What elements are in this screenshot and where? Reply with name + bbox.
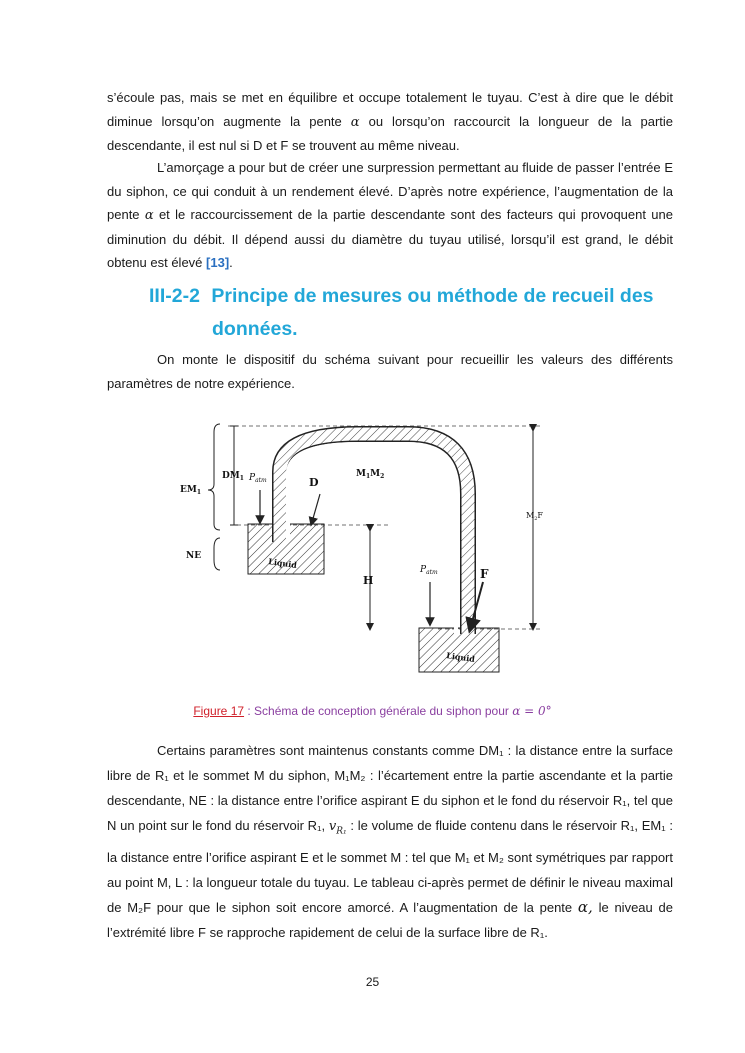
label-h: H <box>363 574 374 587</box>
siphon-figure <box>180 412 548 682</box>
alpha-symbol: α <box>144 208 154 223</box>
label-patm-right: $P_{atm}$ <box>420 565 438 576</box>
label-d: D <box>309 476 319 489</box>
label-dm1: $DM_1$ <box>222 471 244 482</box>
v-r1-symbol: $v_{R_1}$ <box>328 819 347 837</box>
label-f: F <box>480 567 489 581</box>
section-heading <box>149 280 679 346</box>
label-patm-left: $P_{atm}$ <box>249 473 267 484</box>
paragraph-3: On monte le dispositif du schéma suivant pour recueillir les valeurs des différents paramètres de notre expérience. <box>107 352 673 391</box>
alpha-symbol: α, <box>577 897 593 916</box>
label-ne: NE <box>186 551 202 561</box>
label-em1: $EM_1$ <box>180 485 202 496</box>
section-title-line2: données. <box>212 318 298 340</box>
paragraph-2: L’amorçage a pour but de créer une surpression permettant au fluide de passer l’entrée E du siphon, ce qui conduit à un rendement élevé. D’après notre expérience, l’augmentation de la pente α et le raccourcissement de la partie descendante sont des facteurs qui provoquent une diminution du débit. Il dépend aussi du diamètre du tuyau utilisé, lorsqu’il est grand, le débit obtenu est élevé [13]. <box>107 160 673 270</box>
label-liquid-left: Liquid <box>267 556 298 570</box>
label-m2f: $M_2F$ <box>526 511 543 522</box>
section-title-line1: Principe de mesures ou méthode de recueil des <box>211 285 654 307</box>
label-liquid-right: Liquid <box>445 650 476 664</box>
reference-link[interactable]: [13] <box>206 255 230 270</box>
alpha-symbol: α <box>350 114 360 130</box>
paragraph-4: Certains paramètres sont maintenus constants comme DM₁ : la distance entre la surface libre de R₁ et le sommet M du siphon, M₁M₂ : l’écartement entre la partie ascendante et la partie descendante, NE : la distance entre l’orifice aspirant E du siphon et le fond du réservoir R₁, tel que N un point sur le fond du réservoir R₁, $v_{R_1}$ : le volume de fluide contenu dans le réservoir R₁, EM₁ : la distance entre l’orifice aspirant E et le sommet M : tel que M₁ et M₂ sont symétriques par rapport au point M, L : la longueur totale du tuyau. Le tableau ci-après permet de définir le niveau maximal de M₂F pour que le siphon soit encore amorcé. A l’augmentation de la pente α, le niveau de l’extrémité libre F se rapproche rapidement de celui de la surface libre de R₁. <box>107 743 673 940</box>
figure-label[interactable]: Figure 17 <box>193 704 245 718</box>
paragraph-1: s’écoule pas, mais se met en équilibre et occupe totalement le tuyau. C’est à dire que le débit diminue lorsqu’on augmente la pente α ou lorsqu’on raccourcit la longueur de la partie descendante, il est nul si D et F se trouvent au même niveau. <box>107 90 674 153</box>
label-m1m2: $M_1M_2$ <box>356 469 385 480</box>
figure-caption: Figure 17 : Schéma de conception générale du siphon pour α = 0° <box>193 704 552 718</box>
page-number: 25 <box>365 975 380 989</box>
siphon-diagram <box>180 412 548 682</box>
section-number: III-2-2 <box>149 285 200 307</box>
